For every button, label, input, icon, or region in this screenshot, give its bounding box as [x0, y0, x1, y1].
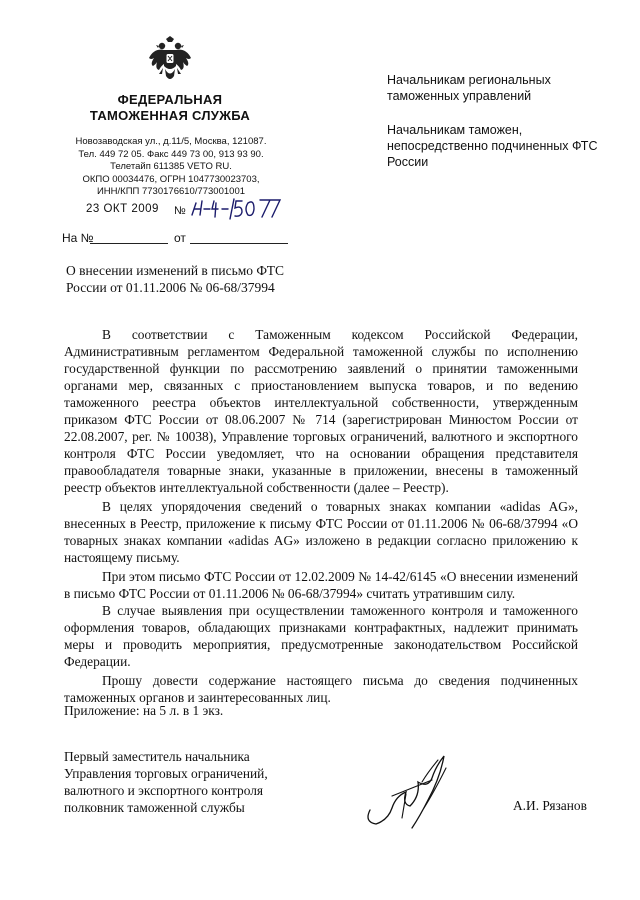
org-okpo: ОКПО 00034476, ОГРН 1047730023703,: [82, 173, 260, 185]
signer-title-line: полковник таможенной службы: [64, 800, 245, 815]
body-paragraph: Прошу довести содержание настоящего письма до сведения подчиненных таможенных органов и заинтересованных лиц.: [64, 673, 578, 705]
reference-row: [62, 231, 288, 247]
letter-body: [64, 326, 578, 706]
signer-title-line: валютного и экспортного контроля: [64, 783, 264, 798]
signer-name: А.И. Рязанов: [513, 798, 587, 813]
reference-date-blank: [190, 243, 288, 244]
doc-number-handwritten: [190, 195, 282, 221]
attachment-note: Приложение: на 5 л. в 1 экз.: [64, 703, 224, 718]
body-paragraph: В целях упорядочения сведений о товарных знаках компании «adidas AG», внесенных в Реестр, приложение к письму ФТС России от 01.11.2006 № 06-68/37994 «О товарных знаках компании «adidas AG» изложено в редакции согласно приложению к настоящему письму.: [64, 499, 578, 565]
coat-of-arms-icon: [148, 36, 192, 86]
reference-date-label: от: [174, 231, 186, 245]
handwritten-signature: [362, 748, 470, 834]
reference-number-label: На №: [62, 231, 94, 245]
org-address: Новозаводская ул., д.11/5, Москва, 121087.: [75, 136, 267, 147]
addressee-regional: Начальникам региональных таможенных управлений: [387, 73, 551, 103]
addressee-customs: Начальникам таможен, непосредственно подчиненных ФТС России: [387, 123, 598, 169]
body-paragraph: При этом письмо ФТС России от 12.02.2009 № 14-42/6145 «О внесении изменений в письмо ФТС России от 01.11.2006 № 06-68/37994» считать утратившим силу.: [64, 569, 578, 601]
body-paragraph: В случае выявления при осуществлении таможенного контроля и таможенного оформления товаров, обладающих признаками контрафактных, надлежит принимать меры и проводить мероприятия, предусмотренные законодательством Российской Федерации.: [64, 603, 578, 669]
letter-subject: О внесении изменений в письмо ФТС России от 01.11.2006 № 06-68/37994: [66, 263, 285, 295]
reference-number-blank: [90, 243, 168, 244]
org-name-line1: ФЕДЕРАЛЬНАЯ: [117, 92, 223, 107]
body-paragraph: В соответствии с Таможенным кодексом Российской Федерации, Административным регламентом Федеральной таможенной службы по исполнению государственной функции по рассмотрению заявлений о принятии таможенными органами мер, связанных с приостановлением выпуска товаров, и по ведению таможенного реестра объектов интеллектуальной собственности, утвержденным приказом ФТС России от 08.06.2007 № 714 (зарегистрирован Минюстом России от 22.08.2007, рег. № 10038), Управление торговых ограничений, валютного и экспортного контроля ФТС России уведомляет, что на основании обращения представителя правообладателя товарные знаки, указанные в приложении, внесены в таможенный реестр объектов интеллектуальной собственности (далее – Реестр).: [64, 327, 578, 495]
org-phone: Тел. 449 72 05. Факс 449 73 00, 913 93 90.: [78, 148, 264, 160]
addressees: [387, 72, 617, 188]
signer-title-line: Управления торговых ограничений,: [64, 766, 268, 781]
doc-number-label: №: [174, 205, 186, 217]
org-name-line2: ТАМОЖЕННАЯ СЛУЖБА: [89, 108, 251, 123]
signer-title: [64, 748, 324, 816]
org-inn: ИНН/КПП 7730176610/773001001: [96, 186, 246, 197]
signer-title-line: Первый заместитель начальника: [64, 749, 250, 764]
org-name: [70, 92, 270, 124]
org-contact-info: [58, 136, 284, 199]
org-teletype: Телетайп 611385 VETO RU.: [110, 161, 232, 172]
doc-date-stamp: 23 ОКТ 2009: [86, 203, 159, 215]
